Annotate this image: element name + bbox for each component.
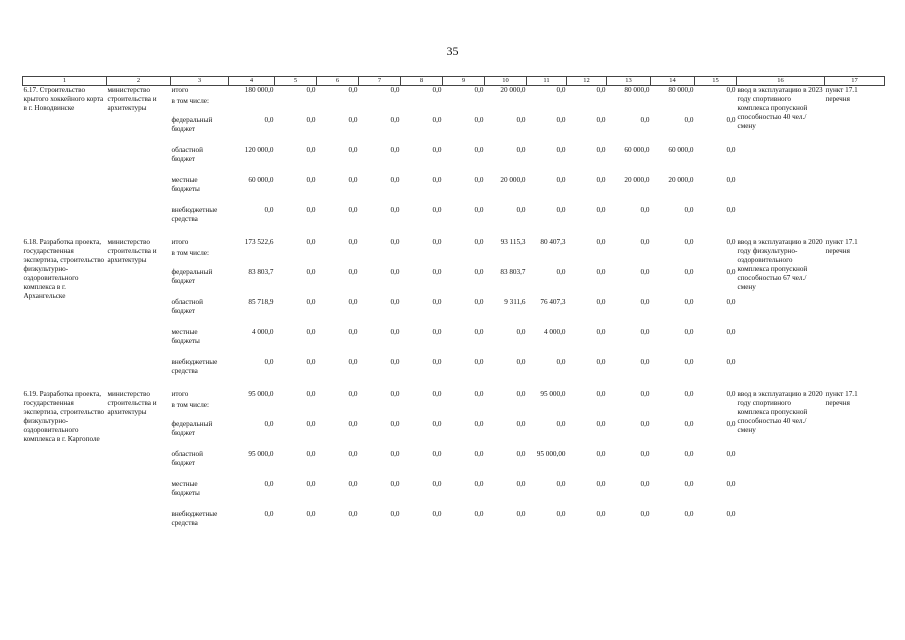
responsible-executor: министерство строительства и архитектуры: [107, 237, 157, 264]
amount-cell: 0,0: [640, 449, 650, 458]
amount-cell: 0,0: [640, 237, 650, 246]
column-header: 16: [737, 77, 825, 86]
amount-cell: 95 000,0: [248, 389, 274, 398]
amount-cell: 0,0: [516, 205, 526, 214]
column-header: 17: [825, 77, 885, 86]
funding-source: [171, 268, 229, 298]
amount-cell: 0,0: [264, 419, 274, 428]
amount-cell: 0,0: [348, 267, 358, 276]
amount-cell: 0,0: [474, 267, 484, 276]
amount-cell: 0,0: [306, 297, 316, 306]
amount-cell: 0,0: [348, 205, 358, 214]
amount-cell: 0,0: [432, 419, 442, 428]
amount-cell: 0,0: [640, 327, 650, 336]
amount-cell: 0,0: [474, 205, 484, 214]
amount-cell: 0,0: [432, 297, 442, 306]
amount-cell: 0,0: [684, 237, 694, 246]
table-row: [23, 238, 885, 268]
amount-cell: 0,0: [596, 419, 606, 428]
column-header: 11: [527, 77, 567, 86]
list-reference: пункт 17.1 перечня: [825, 389, 858, 407]
amount-cell: 0,0: [596, 479, 606, 488]
including-label: в том числе:: [171, 97, 209, 105]
amount-cell: 0,0: [684, 357, 694, 366]
amount-cell: 0,0: [306, 449, 316, 458]
funding-source: [171, 86, 229, 116]
amount-cell: 0,0: [432, 205, 442, 214]
column-header: 10: [485, 77, 527, 86]
amount-cell: 0,0: [306, 175, 316, 184]
amount-cell: 0,0: [726, 509, 736, 518]
funding-source: [171, 238, 229, 268]
amount-cell: 0,0: [726, 86, 736, 94]
amount-cell: 80 000,0: [624, 86, 650, 94]
amount-cell: 0,0: [474, 86, 484, 94]
amount-cell: 20 000,0: [668, 175, 694, 184]
amount-cell: 0,0: [640, 115, 650, 124]
amount-cell: 0,0: [264, 115, 274, 124]
amount-cell: 0,0: [390, 115, 400, 124]
amount-cell: 0,0: [640, 389, 650, 398]
amount-cell: 0,0: [640, 297, 650, 306]
funding-source-label: федеральный бюджет: [171, 267, 213, 285]
amount-cell: 0,0: [474, 115, 484, 124]
funding-source-label: местные бюджеты: [171, 327, 200, 345]
amount-cell: 0,0: [596, 205, 606, 214]
amount-cell: 0,0: [474, 449, 484, 458]
amount-cell: 120 000,0: [244, 145, 274, 154]
amount-cell: 0,0: [306, 389, 316, 398]
amount-cell: 0,0: [432, 389, 442, 398]
amount-cell: 4 000,0: [251, 327, 274, 336]
amount-cell: 0,0: [432, 267, 442, 276]
amount-cell: 0,0: [390, 449, 400, 458]
column-header: 1: [23, 77, 107, 86]
amount-cell: 0,0: [432, 327, 442, 336]
amount-cell: 0,0: [684, 297, 694, 306]
amount-cell: 0,0: [726, 205, 736, 214]
column-header: 7: [359, 77, 401, 86]
amount-cell: 85 718,9: [248, 297, 274, 306]
amount-cell: 0,0: [726, 419, 736, 428]
page-number: 35: [446, 44, 459, 58]
amount-cell: 0,0: [556, 509, 566, 518]
amount-cell: 0,0: [432, 86, 442, 94]
amount-cell: 0,0: [432, 449, 442, 458]
amount-cell: 0,0: [348, 145, 358, 154]
amount-cell: 80 000,0: [668, 86, 694, 94]
funding-source: [171, 480, 229, 510]
column-header: 9: [443, 77, 485, 86]
amount-cell: 0,0: [306, 267, 316, 276]
amount-cell: 0,0: [306, 145, 316, 154]
amount-cell: 0,0: [390, 357, 400, 366]
amount-cell: 0,0: [306, 357, 316, 366]
funding-source: [171, 328, 229, 358]
column-header: 13: [607, 77, 651, 86]
amount-cell: 0,0: [474, 357, 484, 366]
amount-cell: 0,0: [556, 145, 566, 154]
funding-source-label: внебюджетные средства: [171, 205, 218, 223]
amount-cell: 0,0: [684, 115, 694, 124]
amount-cell: 0,0: [684, 509, 694, 518]
amount-cell: 0,0: [390, 145, 400, 154]
amount-cell: 0,0: [596, 389, 606, 398]
funding-source-label: федеральный бюджет: [171, 115, 213, 133]
amount-cell: 0,0: [640, 479, 650, 488]
amount-cell: 0,0: [640, 267, 650, 276]
responsible-executor: министерство строительства и архитектуры: [107, 86, 157, 112]
amount-cell: 0,0: [390, 327, 400, 336]
amount-cell: 0,0: [684, 327, 694, 336]
amount-cell: 0,0: [474, 479, 484, 488]
amount-cell: 0,0: [640, 509, 650, 518]
amount-cell: 0,0: [726, 449, 736, 458]
amount-cell: 0,0: [516, 449, 526, 458]
amount-cell: 0,0: [556, 115, 566, 124]
amount-cell: 0,0: [474, 297, 484, 306]
table-row: [23, 390, 885, 420]
amount-cell: 0,0: [348, 419, 358, 428]
amount-cell: 0,0: [390, 237, 400, 246]
amount-cell: 0,0: [596, 297, 606, 306]
amount-cell: 0,0: [640, 205, 650, 214]
amount-cell: 0,0: [596, 175, 606, 184]
amount-cell: 0,0: [556, 175, 566, 184]
amount-cell: 0,0: [306, 327, 316, 336]
amount-cell: 0,0: [348, 327, 358, 336]
amount-cell: 0,0: [726, 389, 736, 398]
amount-cell: 0,0: [596, 449, 606, 458]
amount-cell: 0,0: [726, 327, 736, 336]
amount-cell: 0,0: [348, 237, 358, 246]
amount-cell: 0,0: [516, 509, 526, 518]
amount-cell: 0,0: [474, 389, 484, 398]
amount-cell: 173 522,6: [244, 237, 274, 246]
including-label: в том числе:: [171, 248, 209, 257]
amount-cell: 0,0: [556, 86, 566, 94]
funding-source: [171, 420, 229, 450]
amount-cell: 0,0: [596, 145, 606, 154]
funding-source-label: местные бюджеты: [171, 479, 200, 497]
amount-cell: 0,0: [390, 86, 400, 94]
amount-cell: 0,0: [684, 267, 694, 276]
amount-cell: 0,0: [306, 115, 316, 124]
funding-source-label: областной бюджет: [171, 145, 203, 163]
amount-cell: 0,0: [390, 419, 400, 428]
amount-cell: 0,0: [264, 357, 274, 366]
amount-cell: 0,0: [348, 509, 358, 518]
funding-source: [171, 450, 229, 480]
amount-cell: 0,0: [432, 175, 442, 184]
funding-source: [171, 358, 229, 384]
amount-cell: 0,0: [596, 509, 606, 518]
expected-result: ввод в эксплуатацию в 2020 году спортивного комплекса пропускной способностью 40 чел./смену: [737, 389, 823, 434]
amount-cell: 93 115,3: [500, 237, 526, 246]
amount-cell: 0,0: [726, 237, 736, 246]
amount-cell: 0,0: [390, 297, 400, 306]
funding-source: [171, 146, 229, 176]
column-header: 5: [275, 77, 317, 86]
header-row: [23, 77, 885, 86]
amount-cell: 0,0: [596, 357, 606, 366]
amount-cell: 0,0: [348, 449, 358, 458]
funding-source-label: внебюджетные средства: [171, 509, 218, 527]
amount-cell: 95 000,00: [536, 449, 566, 458]
amount-cell: 60 000,0: [624, 145, 650, 154]
amount-cell: 0,0: [264, 205, 274, 214]
amount-cell: 0,0: [726, 297, 736, 306]
amount-cell: 0,0: [596, 267, 606, 276]
amount-cell: 0,0: [516, 115, 526, 124]
amount-cell: 0,0: [726, 267, 736, 276]
amount-cell: 83 803,7: [248, 267, 274, 276]
list-reference: пункт 17.1 перечня: [825, 237, 858, 255]
amount-cell: 0,0: [348, 297, 358, 306]
amount-cell: 60 000,0: [668, 145, 694, 154]
amount-cell: 0,0: [596, 86, 606, 94]
amount-cell: 0,0: [640, 419, 650, 428]
amount-cell: 0,0: [390, 205, 400, 214]
amount-cell: 95 000,0: [540, 389, 566, 398]
amount-cell: 0,0: [432, 115, 442, 124]
amount-cell: 0,0: [348, 479, 358, 488]
funding-source-label: итого: [171, 389, 189, 398]
amount-cell: 4 000,0: [543, 327, 566, 336]
amount-cell: 0,0: [726, 175, 736, 184]
funding-source-label: областной бюджет: [171, 297, 203, 315]
funding-source-label: итого: [171, 237, 189, 246]
amount-cell: 0,0: [684, 449, 694, 458]
column-header: 14: [651, 77, 695, 86]
amount-cell: 0,0: [726, 357, 736, 366]
amount-cell: 0,0: [432, 237, 442, 246]
amount-cell: 20 000,0: [500, 86, 526, 94]
amount-cell: 0,0: [556, 357, 566, 366]
amount-cell: 0,0: [306, 237, 316, 246]
amount-cell: 180 000,0: [244, 86, 274, 94]
amount-cell: 0,0: [684, 419, 694, 428]
amount-cell: 0,0: [306, 86, 316, 94]
column-header: 8: [401, 77, 443, 86]
amount-cell: 0,0: [726, 479, 736, 488]
amount-cell: 0,0: [390, 267, 400, 276]
amount-cell: 0,0: [684, 479, 694, 488]
amount-cell: 0,0: [390, 389, 400, 398]
column-header: 15: [695, 77, 737, 86]
amount-cell: 0,0: [516, 145, 526, 154]
amount-cell: 0,0: [556, 419, 566, 428]
amount-cell: 0,0: [684, 205, 694, 214]
amount-cell: 0,0: [348, 115, 358, 124]
amount-cell: 83 803,7: [500, 267, 526, 276]
amount-cell: 0,0: [390, 479, 400, 488]
amount-cell: 0,0: [684, 389, 694, 398]
amount-cell: 0,0: [306, 205, 316, 214]
amount-cell: 9 311,6: [504, 297, 526, 306]
funding-source: [171, 298, 229, 328]
list-reference: пункт 17.1 перечня: [825, 86, 858, 103]
amount-cell: 0,0: [726, 115, 736, 124]
amount-cell: 0,0: [596, 115, 606, 124]
amount-cell: 0,0: [474, 327, 484, 336]
amount-cell: 0,0: [516, 389, 526, 398]
amount-cell: 0,0: [348, 389, 358, 398]
measure-name: 6.18. Разработка проекта, государственная экспертиза, строительство физкультурно-оздоровительного комплекса в г. Архангельске: [23, 237, 105, 300]
amount-cell: 0,0: [432, 479, 442, 488]
amount-cell: 0,0: [432, 145, 442, 154]
funding-source: [171, 176, 229, 206]
amount-cell: 0,0: [474, 509, 484, 518]
column-header: 3: [171, 77, 229, 86]
amount-cell: 0,0: [556, 205, 566, 214]
amount-cell: 20 000,0: [624, 175, 650, 184]
amount-cell: 0,0: [726, 145, 736, 154]
amount-cell: 0,0: [474, 175, 484, 184]
expected-result: ввод в эксплуатацию в 2023 году спортивного комплекса пропускной способностью 40 чел./смену: [737, 86, 823, 130]
amount-cell: 0,0: [556, 479, 566, 488]
amount-cell: 0,0: [516, 479, 526, 488]
amount-cell: 0,0: [474, 237, 484, 246]
column-header: 4: [229, 77, 275, 86]
funding-source: [171, 390, 229, 420]
measure-name: 6.19. Разработка проекта, государственная экспертиза, строительство физкультурно-оздоровительного комплекса в г. Каргополе: [23, 389, 105, 443]
amount-cell: 0,0: [306, 509, 316, 518]
funding-source: [171, 510, 229, 536]
column-header: 2: [107, 77, 171, 86]
amount-cell: 0,0: [596, 327, 606, 336]
measure-name: 6.17. Строительство крытого хоккейного корта в г. Новодвинске: [23, 86, 104, 112]
amount-cell: 0,0: [348, 357, 358, 366]
funding-source-label: итого: [171, 86, 189, 94]
amount-cell: 0,0: [348, 175, 358, 184]
amount-cell: 0,0: [474, 419, 484, 428]
funding-source-label: внебюджетные средства: [171, 357, 218, 375]
amount-cell: 0,0: [306, 419, 316, 428]
column-header: 12: [567, 77, 607, 86]
funding-source-label: областной бюджет: [171, 449, 203, 467]
amount-cell: 0,0: [264, 509, 274, 518]
amount-cell: 0,0: [264, 479, 274, 488]
responsible-executor: министерство строительства и архитектуры: [107, 389, 157, 416]
column-header: 6: [317, 77, 359, 86]
amount-cell: 76 407,3: [540, 297, 566, 306]
funding-source: [171, 206, 229, 232]
amount-cell: 0,0: [306, 479, 316, 488]
amount-cell: 0,0: [432, 509, 442, 518]
amount-cell: 0,0: [556, 267, 566, 276]
funding-source: [171, 116, 229, 146]
table-row: [23, 86, 885, 116]
funding-source-label: местные бюджеты: [171, 175, 200, 193]
funding-source-label: федеральный бюджет: [171, 419, 213, 437]
amount-cell: 0,0: [390, 509, 400, 518]
amount-cell: 95 000,0: [248, 449, 274, 458]
amount-cell: 80 407,3: [540, 237, 566, 246]
amount-cell: 0,0: [516, 357, 526, 366]
amount-cell: 0,0: [596, 237, 606, 246]
amount-cell: 0,0: [516, 327, 526, 336]
amount-cell: 0,0: [516, 419, 526, 428]
amount-cell: 0,0: [390, 175, 400, 184]
amount-cell: 0,0: [348, 86, 358, 94]
amount-cell: 60 000,0: [248, 175, 274, 184]
amount-cell: 0,0: [640, 357, 650, 366]
including-label: в том числе:: [171, 400, 209, 409]
amount-cell: 20 000,0: [500, 175, 526, 184]
program-table: [22, 76, 885, 536]
amount-cell: 0,0: [432, 357, 442, 366]
amount-cell: 0,0: [474, 145, 484, 154]
expected-result: ввод в эксплуатацию в 2020 году физкультурно-оздоровительного комплекса пропускной способностью 67 чел./смену: [737, 237, 823, 291]
